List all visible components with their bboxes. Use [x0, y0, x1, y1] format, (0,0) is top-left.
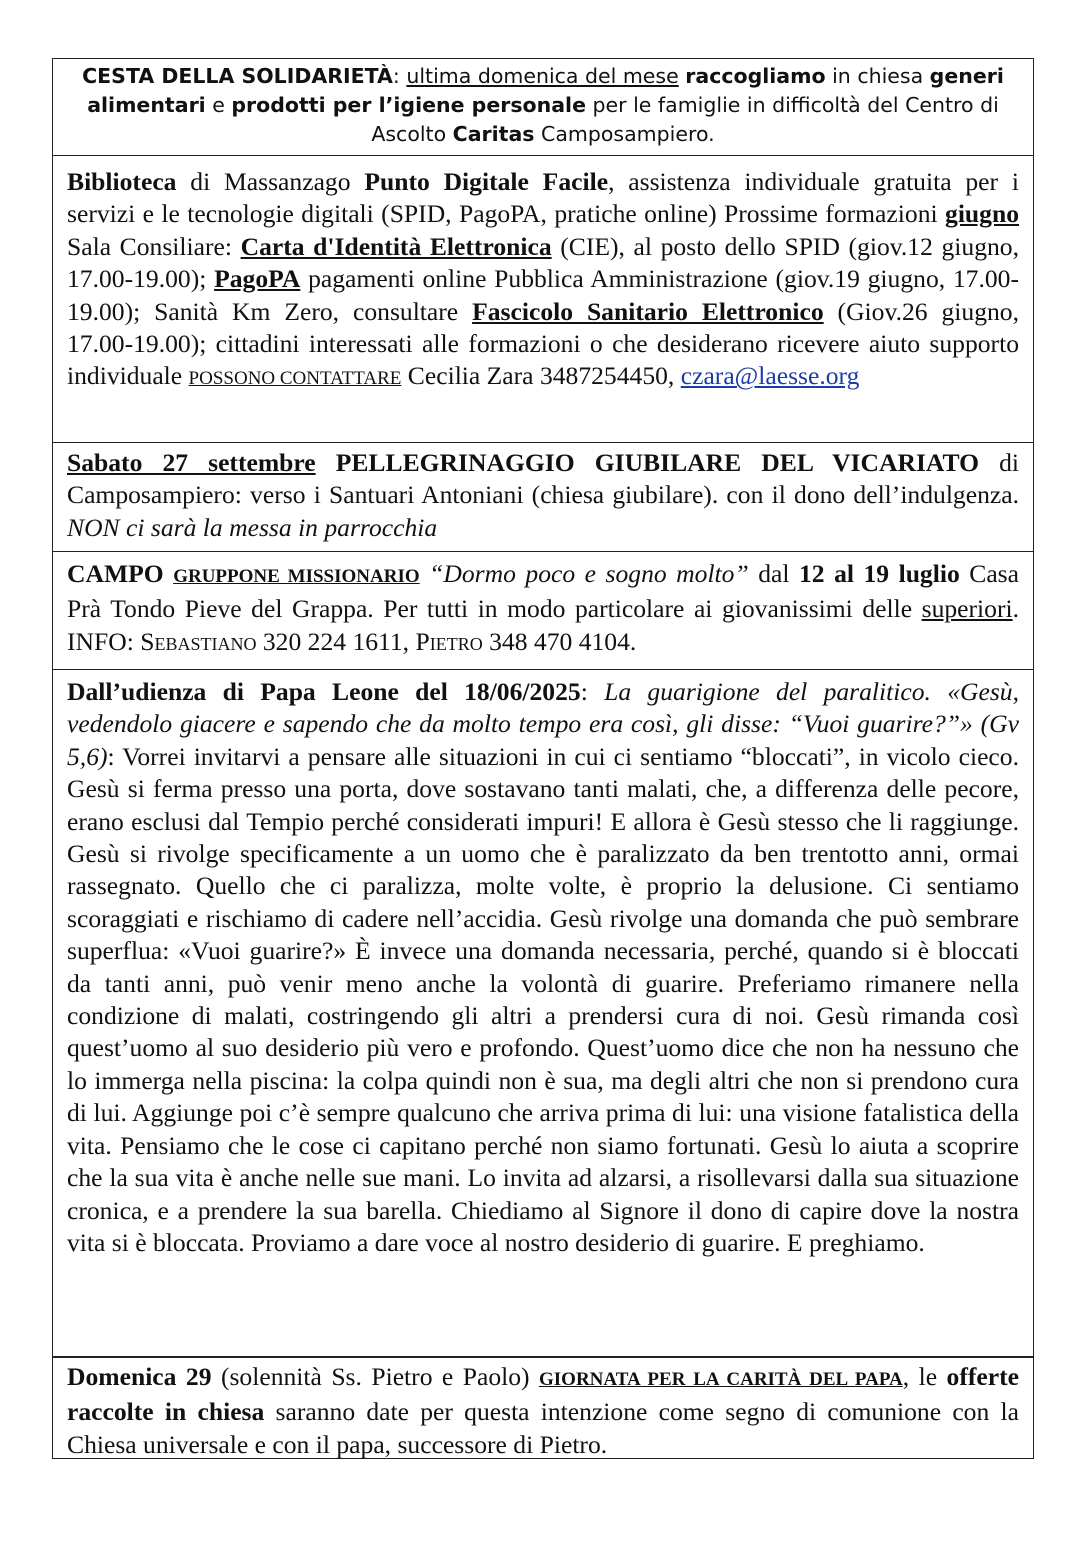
cesta-when: ultima domenica del mese: [406, 64, 679, 88]
pellegrinaggio-text: di Camposampiero: verso i Santuari Antoniani (chiesa giubilare). con il dono dell’indulgenza.: [67, 448, 1020, 510]
campo-title: CAMPO: [67, 559, 164, 588]
udienza-body: : Vorrei invitarvi a pensare alle situazioni in cui ci sentiamo “bloccati”, in vicolo cieco. Gesù si ferma presso una porta, dove sostavano tanti malati, che, a differenza delle pecore, erano esclusi dal Tempio perché considerati impuri! E allora è Gesù stesso che li raggiunge. Gesù si rivolge specificamente a un uomo che è paralizzato da ben trentotto anni, ormai rassegnato. Quello che ci paralizza, molte volte, è proprio la delusione. Ci sentiamo scoraggiati e rischiamo di cadere nell’accidia. Gesù rivolge una domanda che può sembrare superflua: «Vuoi guarire?» È invece una domanda necessaria, perché, quando si è bloccati da tanti anni, può venir meno anche la volontà di guarire. Preferiamo rimanere nella condizione di malati, costringendo gli altri a prendersi cura di noi. Gesù rimanda così quest’uomo al suo desiderio più vero e profondo. Quest’uomo dice che non ha nessuno che lo immerga nella piscina: la colpa quindi non è sua, ma degli altri che non si prendono cura di lui. Aggiunge poi c’è sempre qualcuno che arriva prima di lui: una visione fatalistica della vita. Pensiamo che le cose ci capitano perché non siamo fortunati. Gesù lo aiuta a scoprire che la sua vita è anche nelle sue mani. Lo invita ad alzarsi, a risollevarsi dalla sua situazione cronica, e a prendere la sua barella. Chiediamo al Signore il dono di capire dove la nostra vita si è bloccata. Proviamo a dare voce al nostro desiderio di guarire. E preghiamo.: [67, 741, 1019, 1257]
cesta-place: Camposampiero.: [534, 122, 715, 146]
fse-course: Fascicolo Sanitario Elettronico: [472, 296, 824, 326]
biblioteca-text-5: pagamenti online Pubblica Amministrazione (giov.19 giugno, 17.00-19.00); Sanità Km Zero, consultare: [67, 264, 1019, 326]
pellegrinaggio-note: NON ci sarà la messa in parrocchia: [67, 512, 438, 542]
cesta-caritas: Caritas: [452, 122, 535, 146]
campo-motto: “Dormo poco e sogno molto”: [429, 559, 749, 588]
pellegrinaggio-date: Sabato 27 settembre: [67, 448, 316, 477]
biblioteca-text-2: , assistenza individuale gratuita per i servizi e le tecnologie digitali (SPID, PagoPA, pratiche online) Prossime formazioni: [67, 167, 1019, 229]
contact-1-phone: 320 224 1611,: [256, 626, 416, 656]
campo-text-1: dal: [748, 559, 799, 588]
punto-digitale-title: Punto Digitale Facile: [364, 167, 609, 196]
contact-label: POSSONO CONTATTARE: [188, 368, 402, 390]
domenica-text-2: , le: [902, 1362, 947, 1391]
biblioteca-month: giugno: [945, 199, 1019, 229]
udienza-box: [52, 669, 1034, 1357]
campo-text-3: . INFO:: [67, 594, 1019, 656]
email-link[interactable]: czara@laesse.org: [680, 361, 860, 391]
contact-2-phone: 348 470 4104.: [482, 626, 637, 656]
cesta-items-1: generi alimentari: [87, 64, 1004, 117]
udienza-subtitle: La guarigione del paralitico. «Gesù, vedendolo giacere e sapendo che da molto tempo era così, gli disse: “Vuoi guarire?”» (Gv 5,6): [67, 677, 1020, 771]
campo-dates: 12 al 19 luglio: [798, 559, 960, 588]
biblioteca-section: [52, 156, 1034, 442]
cesta-verb: raccogliamo: [685, 64, 826, 88]
cesta-text-1: in chiesa: [825, 64, 930, 88]
campo-text-2: Casa Prà Tondo Pieve del Grappa. Per tutti in modo particolare ai giovanissimi delle: [67, 559, 1020, 624]
campo-section: [52, 552, 1034, 669]
udienza-sep: :: [580, 677, 605, 706]
cesta-text-2: e: [205, 93, 232, 117]
biblioteca-title: Biblioteca: [67, 167, 177, 196]
udienza-heading: Dall’udienza di Papa Leone del 18/06/2025: [67, 677, 581, 706]
domenica-text-3: saranno date per questa intenzione come segno di comunione con la Chiesa universale e con il papa, successore di Pietro.: [67, 1397, 1019, 1459]
biblioteca-text-3: Sala Consiliare:: [67, 231, 241, 261]
offerte-text: offerte raccolte in chiesa: [67, 1362, 1019, 1427]
cesta-solidarieta-box: [52, 58, 1034, 156]
cesta-items-2: prodotti per l’igiene personale: [231, 93, 586, 117]
biblioteca-text-1: di Massanzago: [176, 167, 365, 196]
domenica-text-1: (solennità Ss. Pietro e Paolo): [211, 1362, 539, 1391]
campo-group: GRUPPONE MISSIONARIO: [173, 566, 420, 587]
giornata-title: GIORNATA PER LA CARITÀ DEL PAPA: [539, 1369, 903, 1390]
pagopa-course: PagoPA: [214, 264, 301, 294]
domenica-date: Domenica 29: [67, 1362, 212, 1391]
contact-info: Cecilia Zara 3487254450,: [401, 361, 681, 391]
cesta-text-3: per le famiglie in difficoltà del Centro di Ascolto: [371, 93, 999, 146]
domenica-box: [52, 1357, 1034, 1459]
cesta-title: CESTA DELLA SOLIDARIETÀ: [82, 64, 393, 88]
pellegrinaggio-title: PELLEGRINAGGIO GIUBILARE DEL VICARIATO: [315, 448, 980, 477]
campo-superiori: superiori: [921, 594, 1013, 624]
biblioteca-text-4: (CIE), al posto dello SPID (giov.12 giugno, 17.00-19.00);: [67, 231, 1020, 294]
cie-course: Carta d'Identità Elettronica: [240, 231, 552, 261]
contact-1-name: Sebastiano: [140, 626, 257, 656]
pellegrinaggio-box: [52, 442, 1034, 552]
biblioteca-text-6: (Giov.26 giugno, 17.00-19.00); cittadini interessati alle formazioni o che desiderano ricevere aiuto supporto individuale: [67, 296, 1020, 391]
bulletin-page: [52, 58, 1034, 1459]
cesta-sep: :: [392, 64, 407, 88]
contact-2-name: Pietro: [415, 626, 483, 656]
